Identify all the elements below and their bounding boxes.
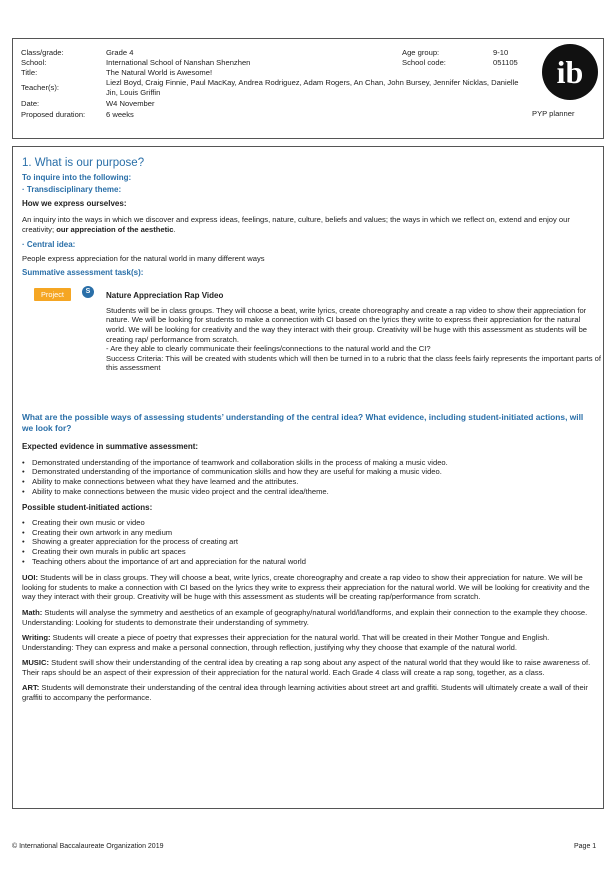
- student-actions-heading: Possible student-initiated actions:: [22, 503, 153, 513]
- section-title: 1. What is our purpose?: [22, 157, 145, 169]
- class-value: Grade 4: [106, 48, 134, 57]
- writing-paragraph: [22, 633, 594, 652]
- theme-description-end: .: [173, 224, 176, 234]
- task-body: [106, 306, 601, 373]
- task-description: Students will be in class groups. They will choose a beat, write lyrics, create choreography and create a rap video to show their appreciation for nature. We will be looking for students to make a connection with CI based on the lyrics they write to express their appreciation for the natural world. We will be looking for creativity and the way they interact with their group. Creativity will be huge with this assessment as students will be creating rap/ performance from scratch.: [106, 305, 588, 344]
- theme-description: [22, 215, 594, 234]
- art-paragraph: [22, 683, 594, 702]
- central-idea: People express appreciation for the natural world in many different ways: [22, 254, 265, 264]
- list-item: • Demonstrated understanding of the importance of teamwork and collaboration skills in the process of making a music video.: [22, 458, 594, 468]
- math-paragraph: [22, 608, 594, 627]
- planner-header: [12, 38, 604, 139]
- theme-name: How we express ourselves:: [22, 199, 127, 208]
- school-value: International School of Nanshan Shenzhen: [106, 58, 251, 67]
- list-item: • Ability to make connections between the music video project and the central idea/theme.: [22, 487, 594, 497]
- list-item: • Creating their own music or video: [22, 518, 594, 528]
- pyp-planner-label: PYP planner: [532, 109, 575, 118]
- class-label: Class/grade:: [21, 48, 64, 57]
- task-title: Nature Appreciation Rap Video: [106, 290, 224, 300]
- theme-description-emphasis: our appreciation of the aesthetic: [56, 224, 174, 234]
- uoi-text: Students will be in class groups. They will choose a beat, write lyrics, create choreography and create a rap video to show their appreciation for nature. We will be looking for students to make a connection with CI based on the lyrics they write to express their appreciation for the natural world. We will be looking for creativity and the way they interact with their group. Creativity will be huge with this assessment as students will be creating rap/performance from scratch.: [22, 573, 590, 602]
- ib-logo-text: ib: [556, 54, 584, 90]
- writing-text: Students will create a piece of poetry that expresses their appreciation for the natural world. That will be created in their Mother Tongue and English. Understanding: They can express and make a personal connection, through reflection, justifying why they choose that example of the natural world.: [22, 633, 550, 652]
- art-label: ART:: [22, 683, 40, 693]
- age-group-value: 9-10: [493, 48, 509, 57]
- task-criteria: Success Criteria: This will be created with students which will then be turned in to a rubric that the class feels fairly represents the important parts of this assessment: [106, 353, 601, 373]
- title-label: Title:: [21, 68, 38, 77]
- transdisciplinary-theme-heading: · Transdisciplinary theme:: [22, 185, 122, 194]
- music-label: MUSIC:: [22, 658, 49, 668]
- teachers-value: Liezl Boyd, Craig Finnie, Paul MacKay, Andrea Rodriguez, Adam Rogers, An Chan, John Bursey, Jennifer Nicklas, Danielle Jin, Louis Griffin: [106, 78, 519, 97]
- assessment-question: What are the possible ways of assessing students’ understanding of the central idea? What evidence, including student-initiated actions, will we look for?: [22, 411, 584, 433]
- list-item: • Creating their own murals in public art spaces: [22, 547, 594, 557]
- central-idea-heading: · Central idea:: [22, 240, 76, 250]
- summative-heading: Summative assessment task(s):: [22, 267, 144, 277]
- page-number: Page 1: [574, 843, 597, 850]
- list-item: • Showing a greater appreciation for the process of creating art: [22, 537, 594, 547]
- list-item: • Teaching others about the importance of art and appreciation for the natural world: [22, 557, 594, 567]
- summative-icon: S: [82, 286, 94, 298]
- teachers-label: Teacher(s):: [21, 83, 59, 92]
- uoi-label: UOI:: [22, 573, 39, 583]
- list-item: • Ability to make connections between what they have learned and the attributes.: [22, 477, 594, 487]
- ib-logo: [541, 43, 599, 101]
- school-code-value: 051105: [493, 58, 518, 67]
- school-code-label: School code:: [402, 58, 446, 67]
- uoi-paragraph: [22, 573, 594, 602]
- summative-task: [22, 280, 601, 402]
- expected-evidence-list: [22, 458, 594, 496]
- student-actions-list: [22, 518, 594, 566]
- theme-description-text: An inquiry into the ways in which we discover and express ideas, feelings, nature, culture, beliefs and values; the ways in which we reflect on, extend and enjoy our creativity;: [22, 215, 570, 234]
- task-question: - Are they able to clearly communicate their feelings/connections to the natural world and the CI?: [106, 344, 431, 354]
- duration-label: Proposed duration:: [21, 110, 86, 119]
- list-item: • Creating their own artwork in any medium: [22, 528, 594, 538]
- date-value: W4 November: [106, 99, 155, 108]
- duration-value: 6 weeks: [106, 110, 134, 119]
- title-value: The Natural World is Awesome!: [106, 68, 213, 77]
- age-group-label: Age group:: [402, 48, 440, 57]
- list-item: • Demonstrated understanding of the importance of communication skills and how they are useful for making a music video.: [22, 467, 594, 477]
- music-paragraph: [22, 658, 594, 677]
- expected-evidence-heading: Expected evidence in summative assessment:: [22, 441, 199, 451]
- ib-logo-icon: [541, 43, 599, 101]
- math-label: Math:: [22, 607, 43, 617]
- project-badge: Project: [34, 288, 71, 301]
- art-text: Students will demonstrate their understanding of the central idea through learning activities about street art and graffiti. Students will ultimately create a wall of their graffiti to accompany the performance.: [22, 683, 588, 703]
- writing-label: Writing:: [22, 633, 51, 643]
- copyright: © International Baccalaureate Organization 2019: [12, 843, 164, 850]
- music-text: Student swill show their understanding of the central idea by creating a rap song about any aspect of the natural world that they would like to raise awareness of. Their raps should be an aspect of their expression of their appreciation for the natural world. Each Grade 4 class will create a rap song, together, as a class.: [22, 658, 591, 677]
- inquire-heading: To inquire into the following:: [22, 173, 132, 182]
- school-label: School:: [21, 58, 47, 67]
- date-label: Date:: [21, 99, 40, 108]
- math-text: Students will analyse the symmetry and aesthetics of an example of geography/natural world/landforms, and explain their connection to the example they choose. Understanding: Looking for students to demonstrate their understanding of symmetry.: [22, 607, 588, 627]
- purpose-section: [12, 146, 604, 809]
